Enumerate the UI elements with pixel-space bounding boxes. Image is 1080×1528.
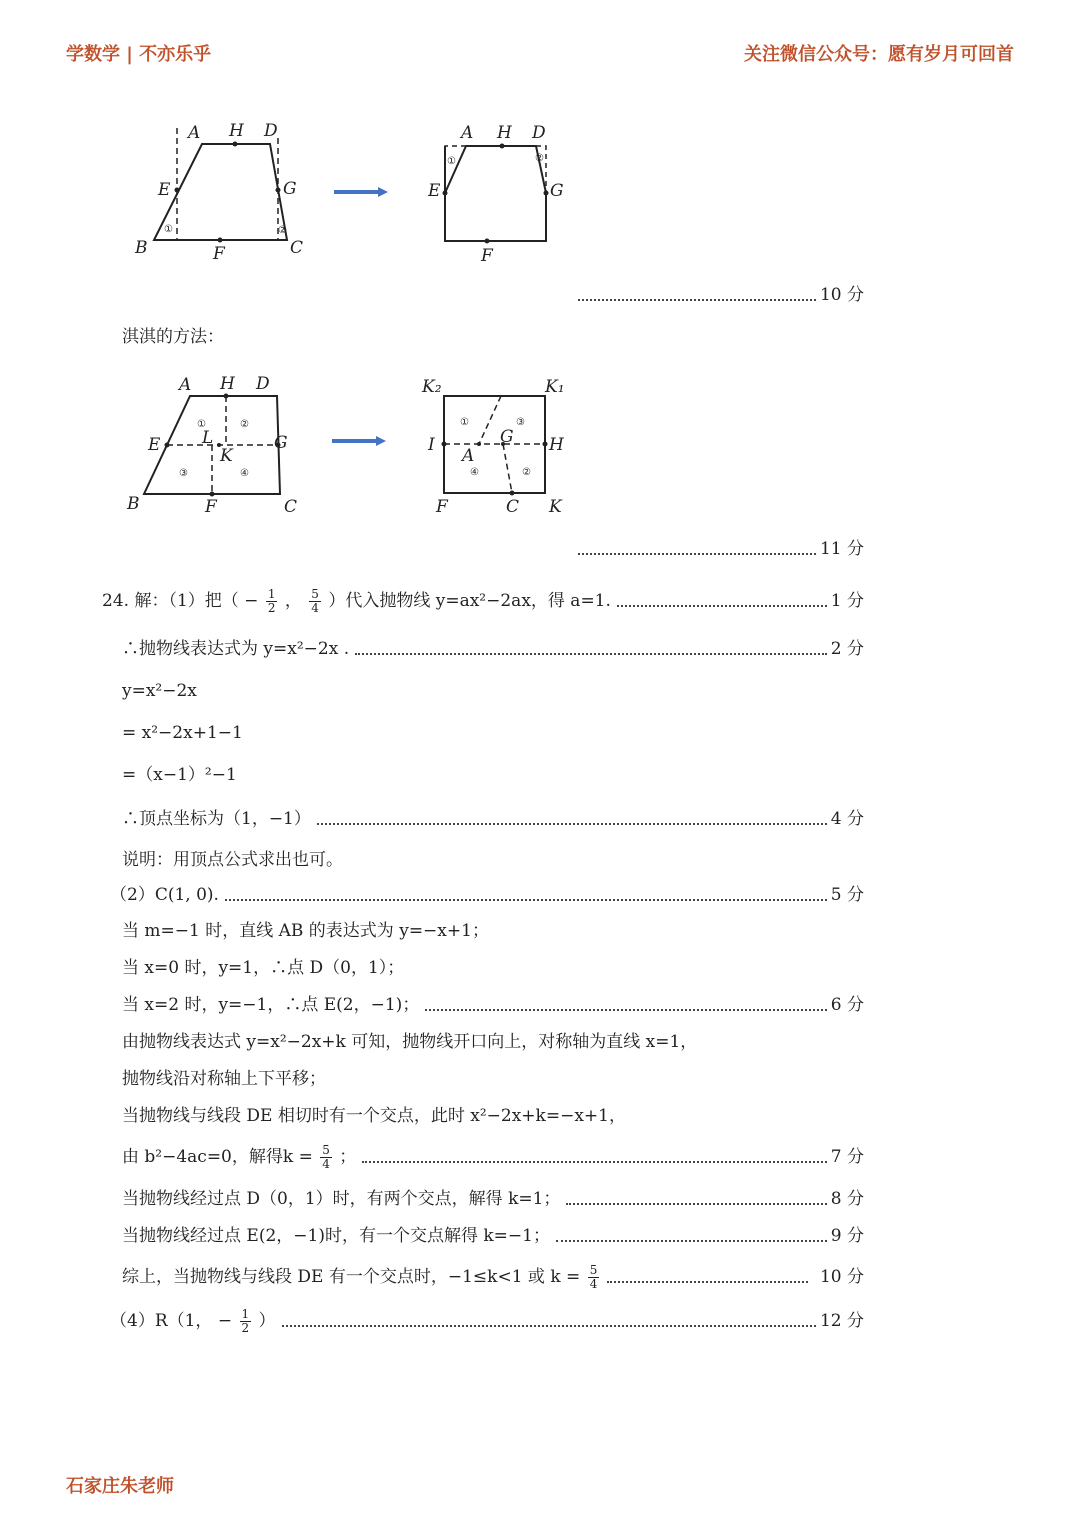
- pass-d-line: 当抛物线经过点 D（0，1）时，有两个交点，解得 k=1； 8 分: [122, 1189, 864, 1209]
- label-B: B: [135, 238, 148, 258]
- equation-line-3: =（x−1）²−1: [122, 765, 237, 785]
- label-I: I: [428, 435, 435, 455]
- pass-e-line: 当抛物线经过点 E(2，−1)时，有一个交点解得 k=−1； 9 分: [122, 1226, 864, 1246]
- label-G: G: [274, 433, 288, 453]
- label-C: C: [506, 497, 520, 517]
- circled-3: ③: [516, 417, 525, 428]
- label-L: L: [202, 428, 214, 448]
- fraction-five-fourths: $\frac{5}{4}$: [322, 1142, 330, 1171]
- fraction-one-half: $\frac{1}{2}$: [241, 1306, 250, 1335]
- label-H: H: [549, 435, 564, 455]
- circled-1: ①: [164, 224, 173, 235]
- note-line: 说明：用顶点公式求出也可。: [122, 850, 343, 870]
- x2-line: 当 x=2 时，y=−1，∴点 E(2，−1)； 6 分: [122, 995, 864, 1015]
- label-B: B: [127, 494, 140, 514]
- fraction-five-fourths: $\frac{5}{4}$: [589, 1262, 598, 1291]
- circled-1: ①: [197, 419, 206, 430]
- circled-2: ②: [240, 419, 249, 430]
- know-line: 由抛物线表达式 y=x²−2x+k 可知，抛物线开口向上，对称轴为直线 x=1，: [122, 1032, 698, 1052]
- label-G: G: [550, 181, 564, 201]
- circled-4: ④: [470, 467, 479, 478]
- circled-4: ④: [240, 468, 249, 479]
- circled-2: ②: [278, 225, 287, 236]
- label-F: F: [436, 497, 448, 517]
- summary-line: 综上，当抛物线与线段 DE 有一个交点时，−1≤k<1 或 k = $\frac{5}{4}$ 10 分: [122, 1262, 864, 1291]
- header-right: 关注微信公众号：愿有岁月可回首: [744, 44, 1014, 65]
- label-C: C: [284, 497, 298, 517]
- label-E: E: [148, 435, 161, 455]
- label-E: E: [428, 181, 441, 201]
- q2-line: （2）C(1, 0). 5 分: [110, 885, 864, 905]
- label-K: K: [220, 446, 233, 466]
- label-H: H: [497, 123, 512, 143]
- label-H: H: [220, 374, 235, 394]
- q4-line: （4）R（1， − $\frac{1}{2}$ ） 12 分: [110, 1306, 864, 1335]
- circled-3: ③: [179, 468, 188, 479]
- figure-trapezoid-2: [122, 370, 312, 520]
- label-A: A: [461, 123, 474, 143]
- label-D: D: [256, 374, 270, 394]
- tangent-line: 当抛物线与线段 DE 相切时有一个交点，此时 x²−2x+k=−x+1，: [122, 1106, 626, 1126]
- label-G: G: [500, 427, 514, 447]
- label-D: D: [532, 123, 546, 143]
- label-K2: K₂: [422, 377, 442, 397]
- circled-1: ①: [447, 156, 456, 167]
- label-C: C: [290, 238, 304, 258]
- vertex-line: ∴顶点坐标为（1，−1） 4 分: [122, 809, 864, 829]
- fraction-five-fourths: $\frac{5}{4}$: [311, 586, 319, 615]
- label-A: A: [462, 446, 475, 466]
- label-D: D: [264, 121, 278, 141]
- label-F: F: [205, 497, 217, 517]
- label-K: K: [549, 497, 562, 517]
- label-G: G: [283, 179, 297, 199]
- shift-line: 抛物线沿对称轴上下平移；: [122, 1069, 326, 1089]
- qiqi-method-label: 淇淇的方法：: [122, 327, 224, 347]
- label-F: F: [481, 246, 493, 266]
- label-E: E: [158, 180, 171, 200]
- footer-author: 石家庄朱老师: [66, 1476, 174, 1497]
- equation-line-1: y=x²−2x: [122, 681, 197, 701]
- m-line: 当 m=−1 时，直线 AB 的表达式为 y=−x+1；: [122, 921, 489, 941]
- label-A: A: [179, 375, 192, 395]
- label-K1: K₁: [545, 377, 565, 397]
- arrow-right-icon: [332, 184, 392, 200]
- score-line-10a: 10 分: [122, 282, 864, 308]
- label-H: H: [229, 121, 244, 141]
- figure-square: [418, 370, 578, 520]
- parabola-expression: ∴抛物线表达式为 y=x²−2x . 2 分: [122, 639, 864, 659]
- fraction-one-half: $\frac{1}{2}$: [267, 586, 276, 615]
- q24-part1: 24. 解：（1）把（ − $\frac{1}{2}$ ， $\frac{5}{4}$ ）代入抛物线 y=ax²−2ax，得 a=1. 1 分: [102, 586, 864, 615]
- circled-1: ①: [460, 417, 469, 428]
- figure-trapezoid-1: [130, 118, 320, 268]
- circled-2: ②: [535, 153, 544, 164]
- label-F: F: [213, 244, 225, 264]
- equation-line-2: = x²−2x+1−1: [122, 723, 243, 743]
- arrow-right-icon: [330, 433, 390, 449]
- figure-rectangle-1: [420, 118, 580, 268]
- header-left: 学数学 | 不亦乐乎: [66, 44, 212, 65]
- label-A: A: [188, 123, 201, 143]
- circled-2: ②: [522, 467, 531, 478]
- discriminant-line: 由 b²−4ac=0，解得k = $\frac{5}{4}$ ； 7 分: [122, 1142, 864, 1171]
- score-line-11: 11 分: [122, 536, 864, 562]
- x0-line: 当 x=0 时，y=1，∴点 D（0，1）；: [122, 958, 405, 978]
